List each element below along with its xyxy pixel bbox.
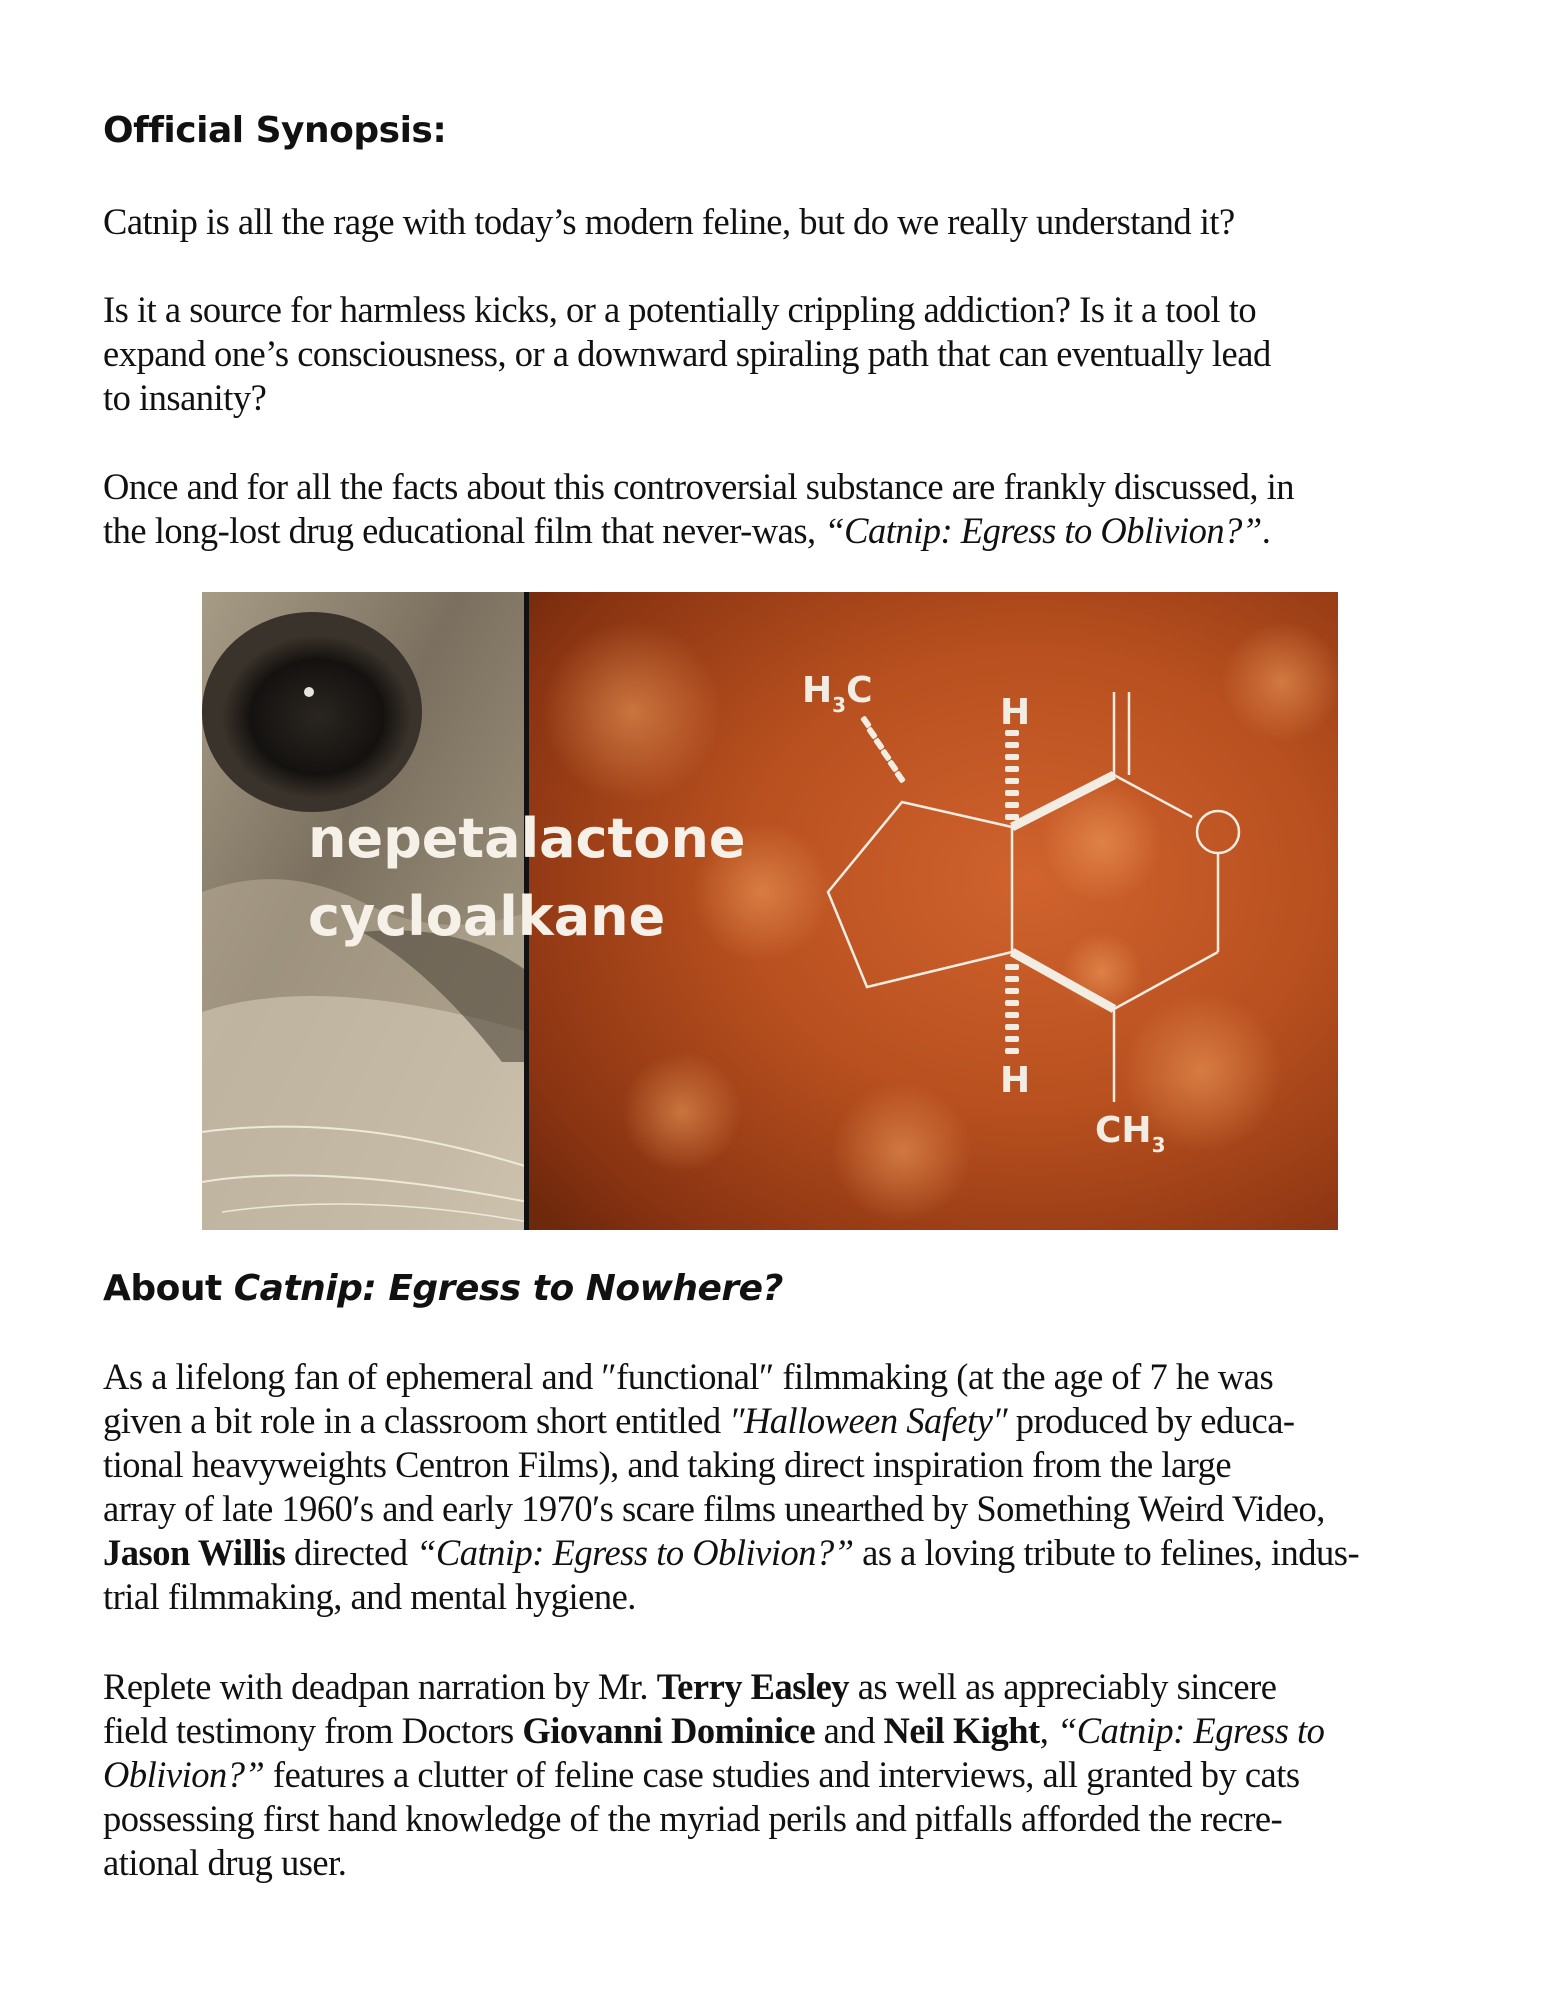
text-run: features a clutter of feline case studies and interviews, all granted by cats bbox=[264, 1754, 1300, 1795]
text-run: and bbox=[815, 1710, 884, 1751]
about-heading bbox=[103, 1268, 783, 1309]
text-run: the long-lost drug educational film that never-was, bbox=[103, 510, 825, 551]
about-paragraph-1 bbox=[103, 1355, 1443, 1619]
text-line bbox=[103, 1709, 1443, 1753]
text-line: expand one’s consciousness, or a downward spiraling path that can eventually lead bbox=[103, 333, 1271, 374]
text-line bbox=[103, 509, 1443, 553]
text-run: directed bbox=[285, 1532, 417, 1573]
text-run: as a loving tribute to felines, indus- bbox=[853, 1532, 1360, 1573]
h-bottom-label: H bbox=[1000, 1060, 1031, 1101]
about-heading-title: Catnip: Egress to Nowhere? bbox=[233, 1268, 783, 1309]
h3c-end: C bbox=[846, 670, 873, 711]
h3c-sub: 3 bbox=[832, 693, 847, 717]
nepetalactone-film-still bbox=[202, 592, 1338, 1230]
film-title: “Catnip: Egress to Oblivion?” bbox=[824, 510, 1262, 551]
text-line: ational drug user. bbox=[103, 1842, 347, 1883]
ch3-sub: 3 bbox=[1151, 1133, 1166, 1157]
h3c-main: H bbox=[802, 670, 833, 711]
text-line bbox=[103, 1753, 1443, 1797]
synopsis-paragraph-2 bbox=[103, 288, 1443, 420]
person-name: Terry Easley bbox=[656, 1666, 850, 1707]
film-title: “Catnip: Egress to bbox=[1056, 1710, 1325, 1751]
caption-cycloalkane: cycloalkane bbox=[308, 885, 666, 948]
person-name: Neil Kight bbox=[883, 1710, 1040, 1751]
text-line bbox=[103, 1399, 1443, 1443]
text-line: Once and for all the facts about this controversial substance are frankly discussed, in bbox=[103, 466, 1295, 507]
text-run: Replete with deadpan narration by Mr. bbox=[103, 1666, 657, 1707]
synopsis-heading: Official Synopsis: bbox=[103, 110, 447, 151]
film-title: “Catnip: Egress to Oblivion?” bbox=[416, 1532, 854, 1573]
person-name: Giovanni Dominice bbox=[522, 1710, 816, 1751]
about-paragraph-2 bbox=[103, 1665, 1443, 1885]
text-line: possessing first hand knowledge of the myriad perils and pitfalls afforded the recre- bbox=[103, 1798, 1283, 1839]
film-title: ″Halloween Safety″ bbox=[729, 1400, 1008, 1441]
synopsis-paragraph-1 bbox=[103, 200, 1443, 244]
text-line: Catnip is all the rage with today’s modern feline, but do we really understand it? bbox=[103, 201, 1235, 242]
text-run: . bbox=[1261, 510, 1271, 551]
text-line: tional heavyweights Centron Films), and taking direct inspiration from the large bbox=[103, 1444, 1232, 1485]
text-line: array of late 1960′s and early 1970′s scare films unearthed by Something Weird Video, bbox=[103, 1488, 1325, 1529]
text-line: Is it a source for harmless kicks, or a potentially crippling addiction? Is it a tool to bbox=[103, 289, 1257, 330]
text-run: produced by educa- bbox=[1007, 1400, 1295, 1441]
synopsis-paragraph-3 bbox=[103, 465, 1443, 553]
film-title: Oblivion?” bbox=[103, 1754, 265, 1795]
text-run: given a bit role in a classroom short entitled bbox=[103, 1400, 730, 1441]
caption-nepetalactone: nepetalactone bbox=[308, 807, 746, 870]
text-line: As a lifelong fan of ephemeral and ″functional″ filmmaking (at the age of 7 he was bbox=[103, 1356, 1274, 1397]
about-heading-prefix: About bbox=[103, 1268, 234, 1309]
text-run: field testimony from Doctors bbox=[103, 1710, 523, 1751]
text-run: as well as appreciably sincere bbox=[849, 1666, 1277, 1707]
ch3-main: CH bbox=[1095, 1110, 1152, 1151]
person-name: Jason Willis bbox=[103, 1532, 286, 1573]
text-line bbox=[103, 1665, 1443, 1709]
text-line bbox=[103, 1531, 1443, 1575]
text-line: trial filmmaking, and mental hygiene. bbox=[103, 1576, 636, 1617]
h-top-label: H bbox=[1000, 692, 1031, 733]
text-run: , bbox=[1039, 1710, 1057, 1751]
text-line: to insanity? bbox=[103, 377, 267, 418]
